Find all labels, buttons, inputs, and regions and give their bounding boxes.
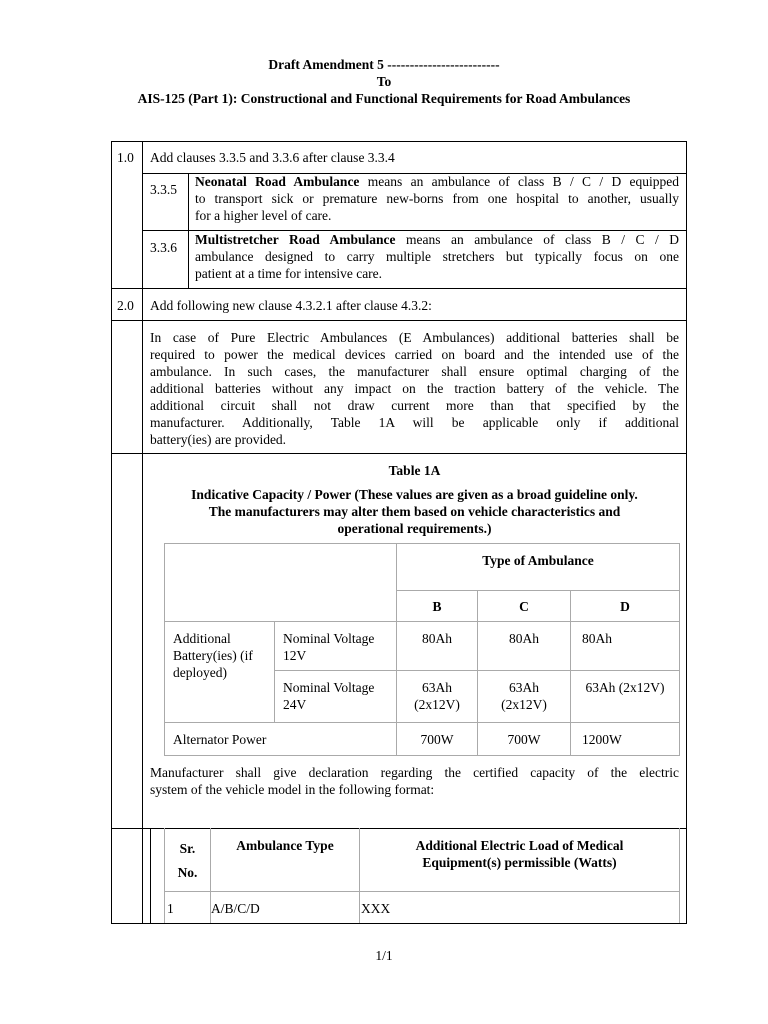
nv12-line-2: 12V xyxy=(283,648,307,663)
cell-24v-d: 63Ah (2x12V) xyxy=(585,680,665,695)
cell-12v-c: 80Ah xyxy=(509,631,539,646)
alternator-power-label: Alternator Power xyxy=(173,732,267,747)
para-line-2: required to power the medical devices carried on board and the intended use of the xyxy=(150,347,679,362)
cell-alt-d: 1200W xyxy=(582,732,622,747)
nv24-line-1: Nominal Voltage xyxy=(283,680,375,695)
clause-335-text xyxy=(195,173,679,224)
cell-24v-c xyxy=(478,679,570,713)
amendment-title: Draft Amendment 5 ------------------------- xyxy=(268,57,500,72)
para-line-4: additional batteries without any impact on the traction battery of the vehicle. The xyxy=(150,381,679,396)
clause-336-line2: ambulance designed to carry multiple stretchers but typically focus on one xyxy=(195,249,679,264)
table-1a-title: Table 1A xyxy=(388,463,441,478)
row-ambulance-type: A/B/C/D xyxy=(211,901,260,916)
electric-load-header xyxy=(360,837,679,871)
section-number-1: 1.0 xyxy=(117,150,134,165)
clause-335-term: Neonatal Road Ambulance xyxy=(195,174,360,189)
sr-line-1: Sr. xyxy=(179,841,196,856)
section-2-instruction: Add following new clause 4.3.2.1 after clause 4.3.2: xyxy=(150,298,432,313)
battery-label-line-1: Additional xyxy=(173,631,231,646)
nominal-voltage-24v xyxy=(283,679,374,713)
cell-12v-b: 80Ah xyxy=(422,631,452,646)
nv12-line-1: Nominal Voltage xyxy=(283,631,375,646)
para-line-3: ambulance. In such cases, the manufacturer shall ensure optimal charging of the xyxy=(150,364,679,379)
ambulance-type-header: Ambulance Type xyxy=(236,838,334,853)
para-line-5: additional circuit shall not draw current more than that specified by the xyxy=(150,398,679,413)
type-of-ambulance-header: Type of Ambulance xyxy=(482,553,594,568)
page-number: 1/1 xyxy=(375,948,393,963)
cell-24v-c-line-1: 63Ah xyxy=(509,680,539,695)
section-1-instruction: Add clauses 3.3.5 and 3.3.6 after clause 3.3.4 xyxy=(150,150,395,165)
cell-24v-c-line-2: (2x12V) xyxy=(501,697,547,712)
additional-battery-label xyxy=(173,630,253,681)
clause-335-line3: for a higher level of care. xyxy=(195,208,332,223)
row-electric-load: XXX xyxy=(361,901,391,916)
col-header-b: B xyxy=(432,599,442,614)
clause-336-line1: means an ambulance of class B / C / D xyxy=(406,232,679,247)
clause-number-335: 3.3.5 xyxy=(150,182,177,197)
row-sr-no: 1 xyxy=(167,901,174,916)
cell-24v-b-line-2: (2x12V) xyxy=(414,697,460,712)
cell-24v-b xyxy=(397,679,477,713)
caption-line-1: Indicative Capacity / Power (These values are given as a broad guideline only. xyxy=(191,487,638,502)
standard-title: AIS-125 (Part 1): Constructional and Functional Requirements for Road Ambulances xyxy=(137,91,631,106)
table-1a-caption xyxy=(142,486,687,537)
clause-335-line1: means an ambulance of class B / C / D equipped xyxy=(367,174,680,189)
declaration-line-2: system of the vehicle model in the following format: xyxy=(150,782,435,797)
cell-24v-b-line-1: 63Ah xyxy=(422,680,452,695)
para-line-1: In case of Pure Electric Ambulances (E Ambulances) additional batteries shall be xyxy=(150,330,679,345)
section-number-2: 2.0 xyxy=(117,298,134,313)
declaration-text xyxy=(150,764,679,798)
clause-336-text xyxy=(195,231,679,282)
load-header-line-2: Equipment(s) permissible (Watts) xyxy=(422,855,617,870)
sr-line-2: No. xyxy=(177,865,198,880)
battery-label-line-2: Battery(ies) (if xyxy=(173,648,253,663)
cell-alt-b: 700W xyxy=(420,732,454,747)
para-line-6: manufacturer. Additionally, Table 1A will be applicable only if additional xyxy=(150,415,679,430)
col-header-d: D xyxy=(620,599,630,614)
cell-alt-c: 700W xyxy=(507,732,541,747)
sr-no-header xyxy=(165,837,210,885)
caption-line-3: operational requirements.) xyxy=(337,521,492,536)
para-line-7: battery(ies) are provided. xyxy=(150,432,287,447)
declaration-line-1: Manufacturer shall give declaration regarding the certified capacity of the electric xyxy=(150,765,679,780)
col-header-c: C xyxy=(519,599,529,614)
nv24-line-2: 24V xyxy=(283,697,307,712)
amendment-to: To xyxy=(376,74,392,89)
battery-label-line-3: deployed) xyxy=(173,665,227,680)
clause-335-line2: to transport sick or premature new-borns from one hospital to another, usually xyxy=(195,191,679,206)
cell-12v-d: 80Ah xyxy=(582,631,612,646)
clause-336-term: Multistretcher Road Ambulance xyxy=(195,232,396,247)
load-header-line-1: Additional Electric Load of Medical xyxy=(415,838,624,853)
e-ambulance-paragraph xyxy=(150,329,679,448)
clause-336-line3: patient at a time for intensive care. xyxy=(195,266,383,281)
clause-number-336: 3.3.6 xyxy=(150,240,177,255)
nominal-voltage-12v xyxy=(283,630,374,664)
caption-line-2: The manufacturers may alter them based on vehicle characteristics and xyxy=(208,504,621,519)
